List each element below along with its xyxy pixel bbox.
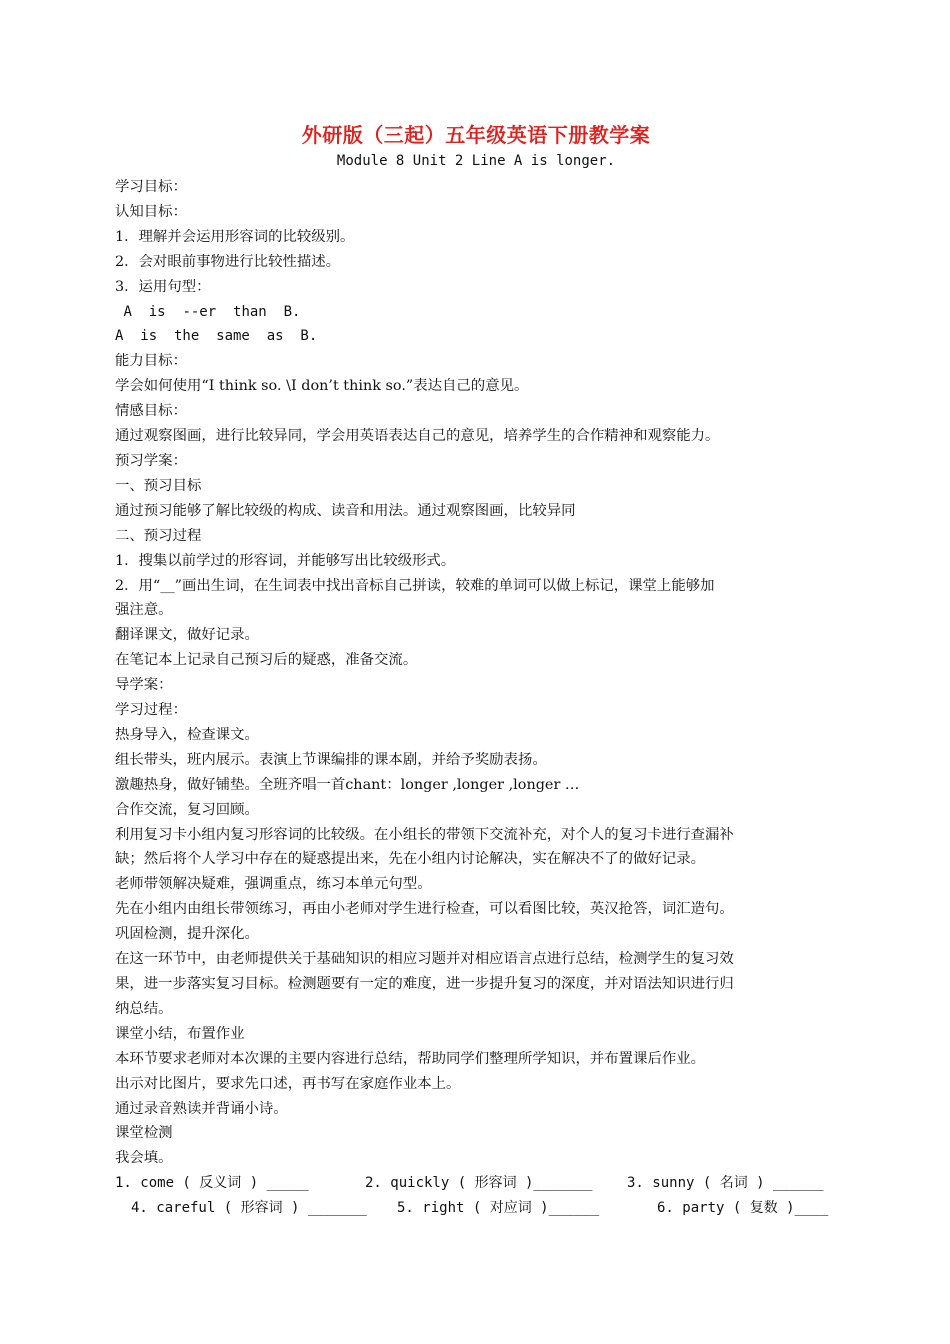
text-line: 导学案： xyxy=(115,677,173,694)
text-line: 2．会对眼前事物进行比较性描述。 xyxy=(115,253,341,270)
text-line: 认知目标： xyxy=(115,203,187,220)
text-line: 能力目标： xyxy=(115,353,187,370)
text-line: 通过观察图画，进行比较异同，学会用英语表达自己的意见，培养学生的合作精神和观察能力。 xyxy=(115,428,720,445)
document-subtitle: Module 8 Unit 2 Line A is longer. xyxy=(336,153,616,169)
sentence-pattern: A is --er than B. xyxy=(115,303,301,320)
text-line: 一、预习目标 xyxy=(115,477,202,494)
text-line: 巩固检测，提升深化。 xyxy=(115,926,259,943)
text-line: 翻译课文，做好记录。 xyxy=(115,627,259,644)
document-body xyxy=(115,175,837,1171)
text-line: 2．用“__”画出生词，在生词表中找出音标自己拼读，较难的单词可以做上标记，课堂上能够加 xyxy=(115,577,715,594)
text-line: 我会填。 xyxy=(115,1150,173,1167)
exercise-row xyxy=(115,1171,837,1196)
text-line: 通过预习能够了解比较级的构成、读音和用法。通过观察图画，比较异同 xyxy=(115,502,576,519)
text-line: 1．搜集以前学过的形容词，并能够写出比较级形式。 xyxy=(115,552,456,569)
text-line: 3．运用句型： xyxy=(115,278,211,295)
text-line: 激趣热身，做好铺垫。全班齐唱一首chant：longer ,longer ,longer … xyxy=(115,776,580,793)
text-line: 纳总结。 xyxy=(115,1000,173,1017)
exercise-item: 6. party ( 复数 )____ xyxy=(657,1200,829,1217)
text-line: 先在小组内由组长带领练习，再由小老师对学生进行检查，可以看图比较，英汉抢答，词汇造句。 xyxy=(115,901,734,918)
document-title: 外研版（三起）五年级英语下册教学案 xyxy=(301,123,651,147)
exercise-item: 3. sunny ( 名词 ) ______ xyxy=(627,1175,824,1192)
exercise-item: 2. quickly ( 形容词 )_______ xyxy=(365,1175,593,1192)
text-line: 果，进一步落实复习目标。检测题要有一定的难度，进一步提升复习的深度，并对语法知识进行归 xyxy=(115,976,734,992)
sentence-pattern: A is the same as B. xyxy=(115,328,318,345)
text-line: 通过录音熟读并背诵小诗。 xyxy=(115,1100,288,1117)
text-line: 利用复习卡小组内复习形容词的比较级。在小组长的带领下交流补充，对个人的复习卡进行查漏补 xyxy=(115,826,734,843)
text-line: 在这一环节中，由老师提供关于基础知识的相应习题并对相应语言点进行总结，检测学生的复习效 xyxy=(115,951,734,968)
text-line: 二、预习过程 xyxy=(115,527,202,544)
text-line: 学习过程： xyxy=(115,702,187,719)
exercise-row xyxy=(115,1196,837,1221)
exercise-block xyxy=(115,1171,837,1221)
text-line: 在笔记本上记录自己预习后的疑惑，准备交流。 xyxy=(115,652,418,669)
text-line: 预习学案： xyxy=(115,452,187,469)
text-line: 学会如何使用“I think so. \I don’t think so.”表达自己的意见。 xyxy=(115,378,529,395)
text-line: 情感目标： xyxy=(115,403,187,420)
text-line: 出示对比图片，要求先口述，再书写在家庭作业本上。 xyxy=(115,1075,461,1092)
exercise-item: 5. right ( 对应词 )______ xyxy=(397,1200,600,1217)
text-line: 热身导入，检查课文。 xyxy=(115,726,259,743)
text-line: 老师带领解决疑难，强调重点，练习本单元句型。 xyxy=(115,876,432,893)
exercise-item: 1. come ( 反义词 ) _____ xyxy=(115,1175,309,1192)
text-line: 课堂检测 xyxy=(115,1125,173,1142)
text-line: 课堂小结，布置作业 xyxy=(115,1025,245,1042)
text-line: 学习目标： xyxy=(115,179,187,195)
text-line: 1．理解并会运用形容词的比较级别。 xyxy=(115,228,355,245)
text-line: 本环节要求老师对本次课的主要内容进行总结，帮助同学们整理所学知识，并布置课后作业。 xyxy=(115,1050,706,1067)
text-line: 合作交流，复习回顾。 xyxy=(115,801,259,818)
document-page xyxy=(115,120,837,1221)
text-line: 缺；然后将个人学习中存在的疑惑提出来，先在小组内讨论解决，实在解决不了的做好记录。 xyxy=(115,851,706,868)
text-line: 强注意。 xyxy=(115,602,173,619)
exercise-item: 4. careful ( 形容词 ) _______ xyxy=(131,1200,367,1217)
text-line: 组长带头，班内展示。表演上节课编排的课本剧，并给予奖励表扬。 xyxy=(115,751,547,768)
